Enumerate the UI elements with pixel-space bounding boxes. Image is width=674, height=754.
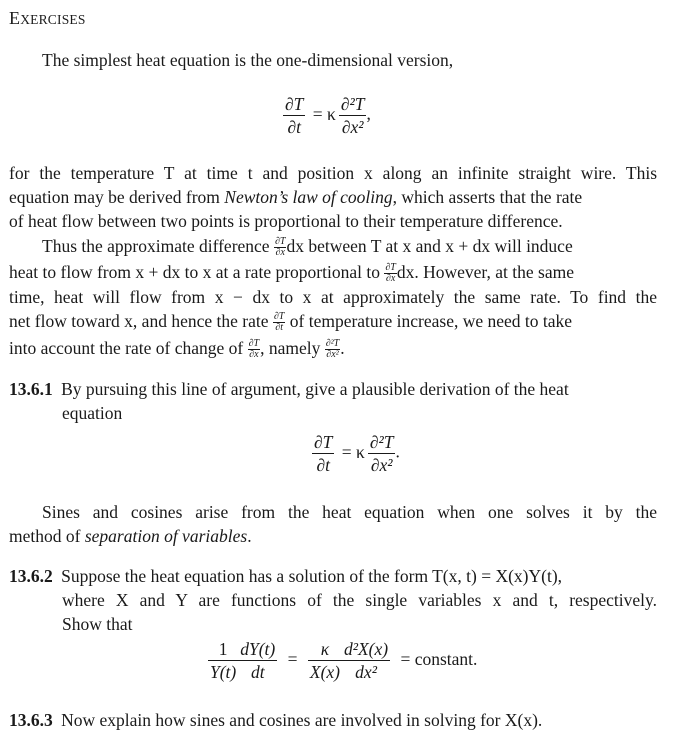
frac-dT-dx-2: $\frac{\partial T}{\partial x}$ [385,262,396,285]
exercise-13-6-1-line2: equation [62,403,123,423]
separation-of-variables-term: separation of variables [84,526,248,546]
frac-d2T-dx2: $\frac{\text{∂²T}}{\text{∂x²}}$ [325,338,340,361]
exercise-label: 13.6.3 [9,710,53,730]
eq2-lhs-fraction: $\frac{\partial T}{\partial t}$ [314,432,333,475]
section-heading [9,8,86,29]
section-heading-initial: E [9,8,21,28]
eq1-rhs-fraction: $\frac{\text{∂²T}}{\text{∂x²}}$ [340,94,365,137]
exercise-13-6-2-line3: Show that [62,614,133,634]
eq1-operator: = κ [312,103,336,124]
para2-line4: net flow toward x, and hence the rate $\frac{\partial T}{\partial t}$ of temperature increase, we need to take [9,311,573,334]
exercise-13-6-1: 13.6.1 By pursuing this line of argument, give a plausible derivation of the heat [9,379,569,399]
exercise-label: 13.6.1 [9,379,53,399]
para3-line2: method of separation of variables. [9,526,252,546]
para1-line2: equation may be derived from Newton’s law of cooling, which asserts that the rate [9,187,583,207]
exercise-label: 13.6.2 [9,566,53,586]
sep-frac-4: $\frac{\text{d²X(x)}}{\text{dx²}}$ [344,639,389,682]
eq2-rhs-fraction: $\frac{\text{∂²T}}{\text{∂x²}}$ [369,432,394,475]
para2-line1: Thus the approximate difference $\frac{\partial T}{\partial x}$ dx between T at x and x + dx will induce [42,236,573,259]
section-heading-rest: XERCISES [20,12,86,27]
sep-frac-3: $\frac{\kappa}{X(x)}$ [309,639,340,682]
sep-equals: = [287,648,298,669]
eq1-punct: , [366,103,371,124]
sep-frac-1: $\frac{1}{Y(t)}$ [210,639,237,682]
intro-line: The simplest heat equation is the one-dimensional version, [42,50,454,70]
heat-equation-1 [283,93,371,138]
para1-line3: of heat flow between two points is proportional to their temperature difference. [9,211,563,231]
eq1-lhs-fraction: $\frac{\partial T}{\partial t}$ [285,94,304,137]
frac-dT-dt: $\frac{\partial T}{\partial t}$ [273,311,285,334]
exercise-13-6-2: 13.6.2 Suppose the heat equation has a solution of the form T(x, t) = X(x)Y(t), [9,566,563,586]
sep-frac-2: $\frac{dY(t)}{dt}$ [240,639,276,682]
newtons-law-term: Newton’s law of cooling [224,187,393,207]
para2-line5: into account the rate of change of $\frac{\partial T}{\partial x}$ , namely $\frac{\text{∂²T}}{\text{∂x²}}$ . [9,338,345,361]
eq2-punct: . [395,441,400,462]
para3-line1: Sines and cosines arise from the heat equation when one solves it by the [42,502,657,522]
para1-line1: for the temperature T at time t and position x along an infinite straight wire. This [9,163,657,183]
separation-equation [208,638,477,683]
eq2-operator: = κ [341,441,365,462]
para2-line3: time, heat will flow from x − dx to x at approximately the same rate. To find the [9,287,657,307]
sep-tail: = constant. [400,648,478,669]
frac-dT-dx-1: $\frac{\partial T}{\partial x}$ [274,236,286,259]
heat-equation-2 [312,431,400,476]
para2-line2: heat to flow from x + dx to x at a rate proportional to $\frac{\partial T}{\partial x}$ dx. However, at the same [9,262,574,285]
frac-dT-dx-3: $\frac{\partial T}{\partial x}$ [248,338,260,361]
exercise-13-6-3: 13.6.3 Now explain how sines and cosines are involved in solving for X(x). [9,710,543,730]
exercise-13-6-2-line2: where X and Y are functions of the single variables x and t, respectively. [62,590,657,610]
